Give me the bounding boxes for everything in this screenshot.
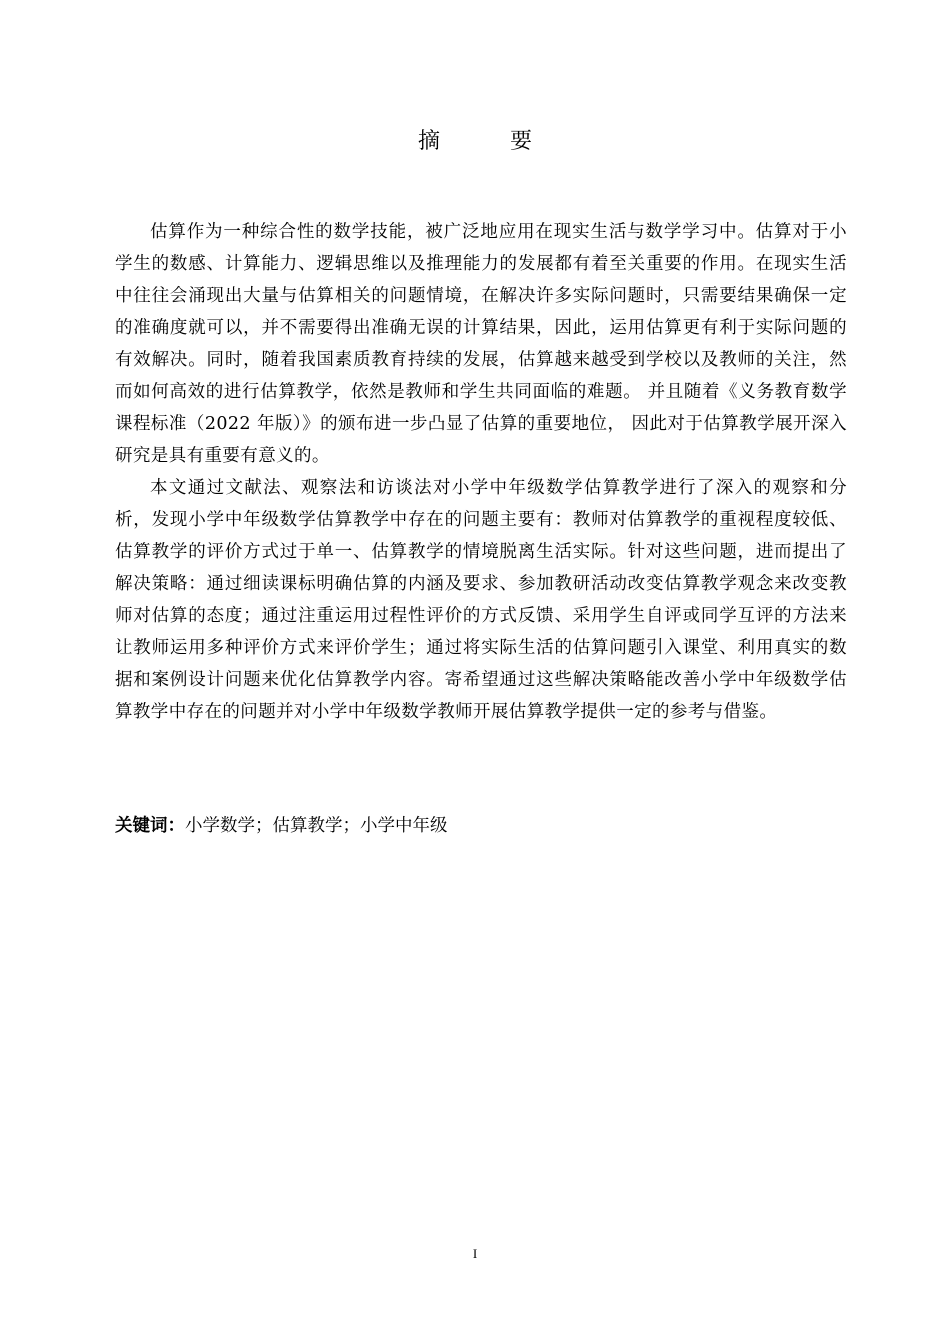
keywords-label: 关键词： [115, 816, 185, 836]
abstract-paragraph-1: 估算作为一种综合性的数学技能，被广泛地应用在现实生活与数学学习中。估算对于小学生的数感、计算能力、逻辑思维以及推理能力的发展都有着至关重要的作用。在现实生活中往往会涌现出大量与估算相关的问题情境，在解决许多实际问题时，只需要结果确保一定的准确度就可以，并不需要得出准确无误的计算结果，因此，运用估算更有利于实际问题的有效解决。同时，随着我国素质教育持续的发展，估算越来越受到学校以及教师的关注，然而如何高效的进行估算教学，依然是教师和学生共同面临的难题。 并且随着《义务教育数学课程标准（2022 年版）》的颁布进一步凸显了估算的重要地位， 因此对于估算教学展开深入研究是具有重要有意义的。 [115, 222, 847, 466]
abstract-paragraph-2: 本文通过文献法、观察法和访谈法对小学中年级数学估算教学进行了深入的观察和分析，发现小学中年级数学估算教学中存在的问题主要有：教师对估算教学的重视程度较低、估算教学的评价方式过于单一、估算教学的情境脱离生活实际。针对这些问题，进而提出了解决策略：通过细读课标明确估算的内涵及要求、参加教研活动改变估算教学观念来改变教师对估算的态度；通过注重运用过程性评价的方式反馈、采用学生自评或同学互评的方法来让教师运用多种评价方式来评价学生；通过将实际生活的估算问题引入课堂、利用真实的数据和案例设计问题来优化估算教学内容。寄希望通过这些解决策略能改善小学中年级数学估算教学中存在的问题并对小学中年级数学教师开展估算教学提供一定的参考与借鉴。 [115, 478, 847, 722]
keywords-line [115, 810, 448, 842]
abstract-title: 摘 要 [417, 129, 556, 154]
keywords-value: 小学数学；估算教学；小学中年级 [185, 816, 448, 836]
abstract-body [115, 216, 847, 728]
page-number: I [472, 1246, 478, 1261]
